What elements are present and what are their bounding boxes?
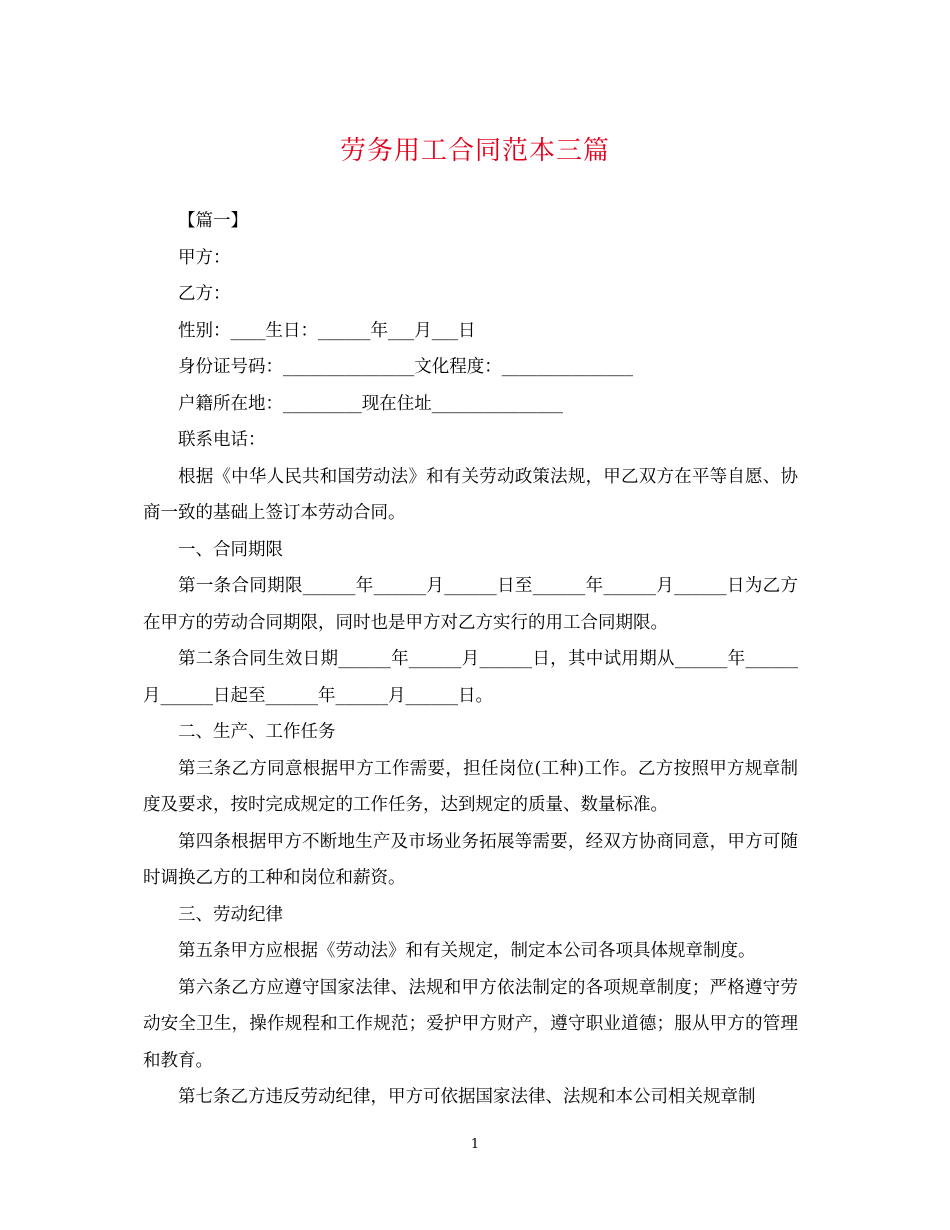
article-1-paragraph: 第一条合同期限______年______月______日至______年______月______日为乙方在甲方的劳动合同期限，同时也是甲方对乙方实行的用工合同期限。 xyxy=(143,576,798,633)
heading-labor-discipline: 三、劳动纪律 xyxy=(178,904,283,925)
party-a-line: 甲方： xyxy=(178,247,231,268)
phone-line: 联系电话： xyxy=(178,430,266,450)
section-heading: 【篇一】 xyxy=(178,211,248,231)
article-2-paragraph: 第二条合同生效日期______年______月______日，其中试用期从______年______月______日起至______年______月______日。 xyxy=(143,649,798,706)
household-address-line: 户籍所在地：_________现在住址_______________ xyxy=(178,393,563,414)
heading-work-tasks: 二、生产、工作任务 xyxy=(178,722,336,742)
id-education-line: 身份证号码：_______________文化程度：_______________ xyxy=(178,357,633,377)
article-5-paragraph: 第五条甲方应根据《劳动法》和有关规定，制定本公司各项具体规章制度。 xyxy=(178,941,756,961)
heading-contract-term: 一、合同期限 xyxy=(178,539,283,560)
article-3-paragraph: 第三条乙方同意根据甲方工作需要，担任岗位(工种)工作。乙方按照甲方规章制度及要求，按时完成规定的工作任务，达到规定的质量、数量标准。 xyxy=(143,758,798,815)
document-body xyxy=(143,203,798,1116)
article-4-paragraph: 第四条根据甲方不断地生产及市场业务拓展等需要，经双方协商同意，甲方可随时调换乙方的工种和岗位和薪资。 xyxy=(143,831,798,888)
page-number: 1 xyxy=(470,1137,480,1152)
article-6-paragraph: 第六条乙方应遵守国家法律、法规和甲方依法制定的各项规章制度；严格遵守劳动安全卫生，操作规程和工作规范；爱护甲方财产，遵守职业道德；服从甲方的管理和教育。 xyxy=(143,977,798,1071)
party-b-line: 乙方： xyxy=(178,284,231,304)
intro-paragraph: 根据《中华人民共和国劳动法》和有关劳动政策法规，甲乙双方在平等自愿、协商一致的基础上签订本劳动合同。 xyxy=(143,466,798,523)
document-title: 劳务用工合同范本三篇 xyxy=(339,136,610,166)
gender-birth-line: 性别：____生日：______年___月___日 xyxy=(178,320,476,341)
article-7-paragraph: 第七条乙方违反劳动纪律，甲方可依据国家法律、法规和本公司相关规章制 xyxy=(178,1087,756,1107)
